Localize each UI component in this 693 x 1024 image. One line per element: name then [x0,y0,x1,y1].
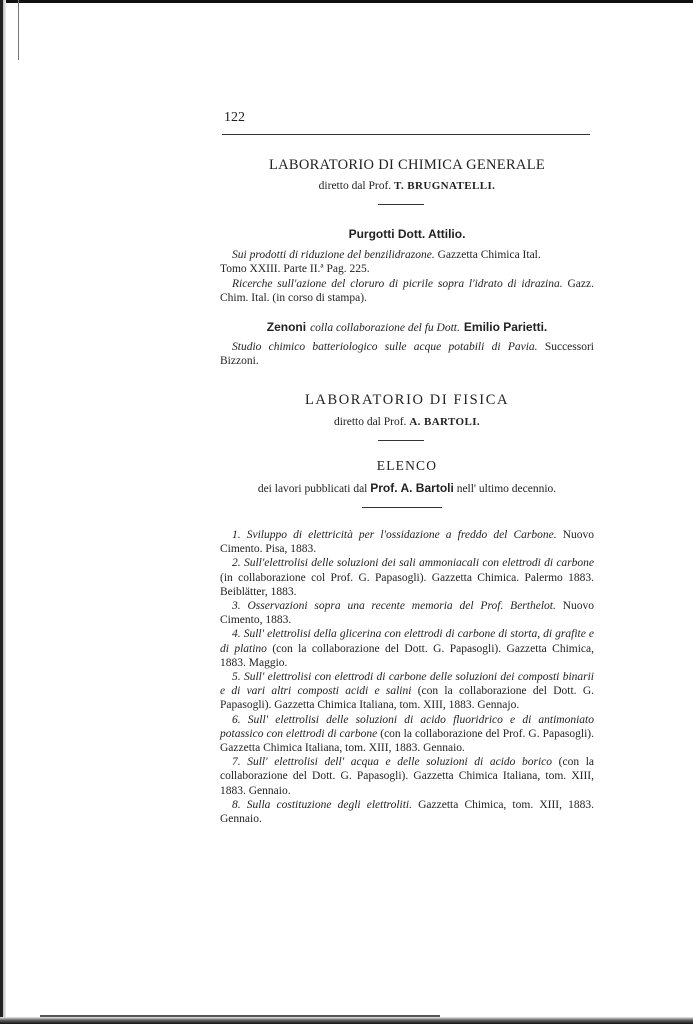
entry-title: Osservazioni sopra una recente memoria del Prof. Berthelot. [247,600,556,613]
lab1-director [220,180,594,192]
elenco-heading [220,458,594,474]
lab1-director-prefix: diretto dal Prof. [318,180,392,192]
publication-entry [220,755,594,798]
publication-entry [220,528,594,556]
lab1-pub3-rest-b: Bizzoni. [220,355,259,368]
elenco-separator [362,507,442,508]
elenco-sub-a: dei lavori pubblicati dal [257,483,368,495]
lab2-title: LABORATORIO DI FISICA [304,392,510,408]
entry-details: Gazzetta Chimica, tom. XIII, 1883. Gennaio. [220,798,594,826]
lab1-title: LABORATORIO DI CHIMICA GENERALE [268,157,546,173]
entry-title: Sull' elettrolisi con elettrodi di carbone delle soluzioni dei composti binarii e di vari altri composti acidi e salini [220,671,595,698]
lab1-pub3-title: Studio chimico batteriologico sulle acque potabili di Pavia. [232,341,538,353]
elenco-title: ELENCO [376,458,438,473]
lab1-pub2 [220,277,594,305]
entry-details: (in collaborazione col Prof. G. Papasogli). Gazzetta Chimica. Palermo 1883. Beiblätter, 1883. [220,571,594,598]
page-number: 122 [224,110,245,125]
lab1-author2-collab: colla collaborazione del fu Dott. [310,322,460,334]
header-rule [222,134,590,135]
publication-entry [220,599,594,627]
entry-details: (con la collaborazione del Dott. G. Papasogli). Gazzetta Chimica Italiana, tom. XIII, 1883. Gennaio. [220,756,594,797]
publication-entry [220,627,594,670]
lab1-pub1 [220,248,594,276]
entry-title: Sull'elettrolisi delle soluzioni dei sali ammoniacali con elettrodi di carbone [243,557,595,570]
lab1-author1-name: Purgotti Dott. Attilio. [348,227,466,241]
lab1-pub2-rest: Gazz. Chim. Ital. (in corso di stampa). [220,278,594,305]
lab1-pub2-title: Ricerche sull'azione del cloruro di picrile sopra l'idrato di idrazina. [232,278,563,290]
elenco-subtitle [220,481,594,495]
lab2-separator [378,440,424,441]
entry-number: 5. [232,671,244,684]
entry-number: 7. [232,756,248,769]
lab2-director-name: A. BARTOLI. [409,416,481,428]
publication-entry [220,713,594,756]
lab1-heading [220,157,594,174]
entry-details: (con la collaborazione del Dott. G. Papasogli). Gazzetta Chimica, 1883. Maggio. [220,642,594,669]
lab2-heading [220,392,594,409]
lab2-director-prefix: diretto dal Prof. [333,416,407,428]
entry-title: Sull' elettrolisi dell' acqua e delle soluzioni di acido borico [247,756,553,769]
entry-title: Sulla costituzione degli elettroliti. [246,798,412,811]
lab1-author2-name2: Emilio Parietti. [463,320,548,334]
entry-number: 6. [232,713,248,726]
entry-number: 3. [232,600,248,613]
publication-entry [220,670,594,713]
entry-title: Sviluppo di elettricità per l'ossidazione a freddo del Carbone. [246,529,557,541]
entry-details: (con la collaborazione del Prof. G. Papasogli). Gazzetta Chimica Italiana, tom. XIII, 1883. Gennaio. [220,727,594,755]
lab1-pub3-rest-a: Successori [544,341,594,353]
lab1-pub1-title: Sui prodotti di riduzione del benzilidrazone. [232,249,435,261]
entry-details: Nuovo Cimento, 1883. [220,600,594,627]
lab2-director [220,416,594,428]
entry-number: 4. [232,628,244,641]
elenco-sub-b: nell' ultimo decennio. [456,483,557,495]
entry-number: 1. [232,529,247,541]
lab1-separator [378,204,424,205]
entry-details: Nuovo Cimento. Pisa, 1883. [220,529,595,556]
lab1-pub3 [220,340,594,368]
publication-entry [220,556,594,599]
lab1-author2 [220,318,594,336]
entry-title: Sull' elettrolisi delle soluzioni di acido fluoridrico e di antimoniato potassico con elettrodi di carbone [220,713,594,740]
entry-title: Sull' elettrolisi della glicerina con elettrodi di carbone di storta, di grafite e di platino [220,628,594,655]
entry-number: 8. [232,798,247,811]
publication-list [220,528,594,826]
lab1-pub1-rest-b: Tomo XXIII. Parte II.ª Pag. 225. [220,263,370,276]
elenco-sub-bold: Prof. A. Bartoli [370,481,454,495]
publication-entry [220,798,594,826]
lab1-director-name: T. BRUGNATELLI. [394,180,496,192]
entry-number: 2. [232,557,244,570]
lab1-author1 [220,225,594,243]
entry-details: (con la collaborazione del Dott. G. Papasogli). Gazzetta Chimica Italiana, tom. XIII, 1883. Gennajo. [220,685,594,712]
lab1-pub1-rest-a: Gazzetta Chimica Ital. [437,249,541,261]
lab1-author2-name1: Zenoni [266,320,307,334]
